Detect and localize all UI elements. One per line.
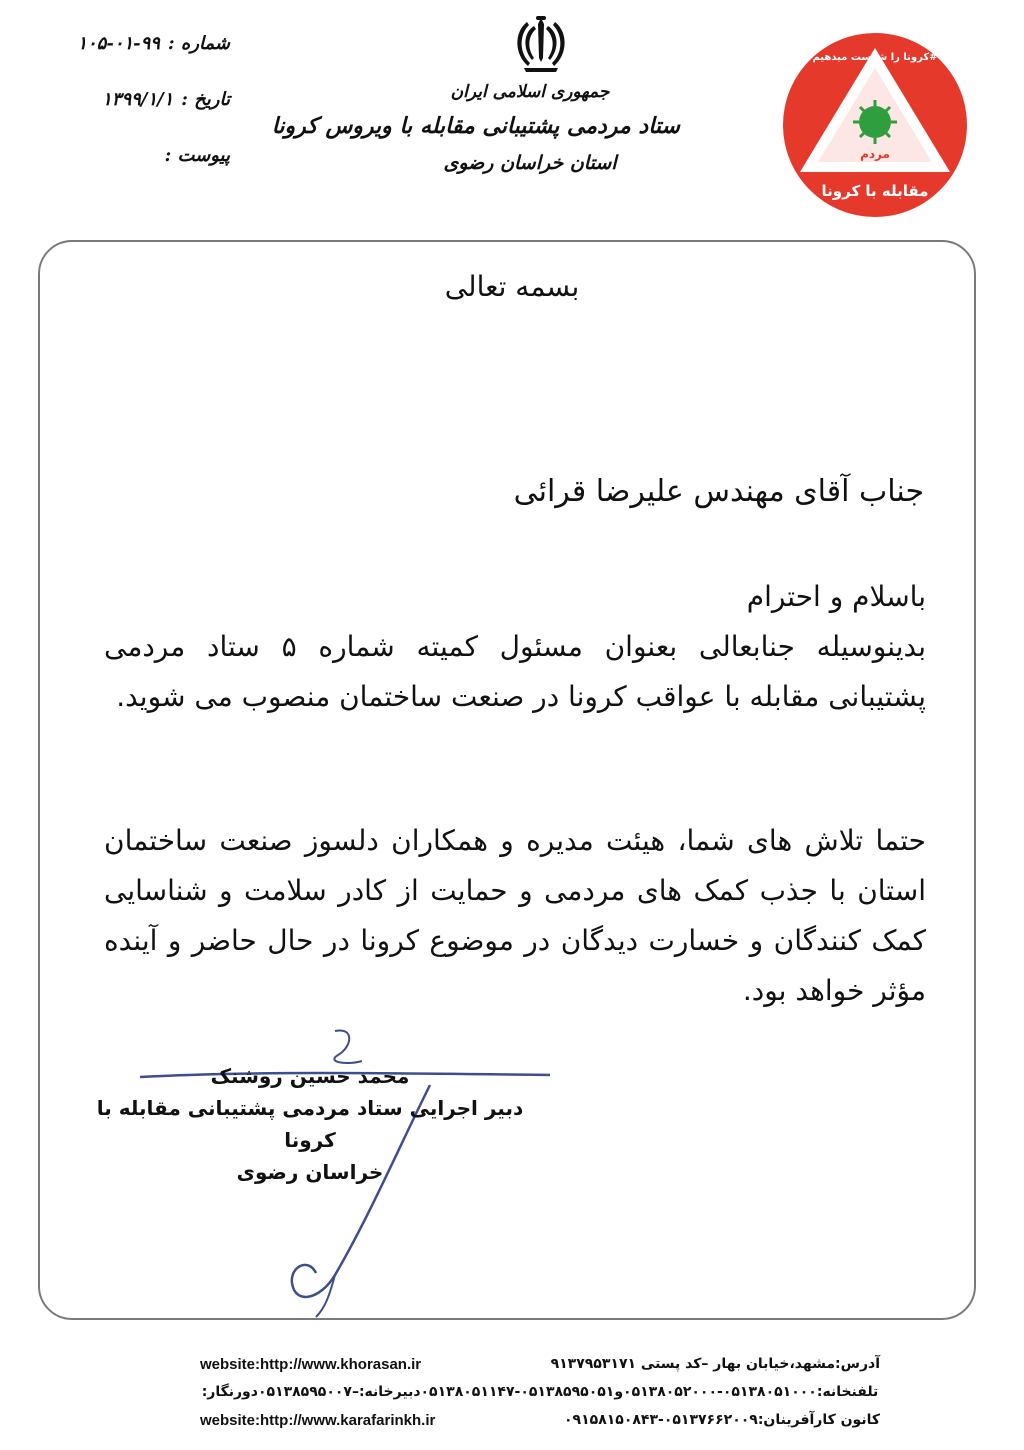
letter-paragraph-1 — [104, 572, 926, 722]
logo-bottom-text: مقابله با کرونا — [821, 182, 929, 200]
footer-row-1 — [200, 1350, 880, 1378]
letter-number — [60, 30, 230, 58]
footer-phones: تلفنخانه:۰۵۱۳۸۰۵۱۰۰۰-۰۵۱۳۸۰۵۲۰۰۰و۰۵۱۳۸۵۹۵۰۵۱-۰۵۱۳۸۰۵۱۱۴۷دبیرخانه:–۰۵۱۳۸۵۹۵۰۰۷دورنگار: — [201, 1384, 879, 1400]
letter-date-label: تاریخ : — [181, 89, 230, 110]
corona-campaign-logo — [780, 30, 970, 220]
footer-website-1: website:http://www.khorasan.ir — [200, 1355, 422, 1373]
footer-address: آدرس:مشهد،خیابان بهار –کد پستی ۹۱۳۷۹۵۳۱۷۱ — [550, 1356, 880, 1372]
letter-date-value: ۱۳۹۹/۱/۱ — [102, 89, 174, 110]
logo-top-text: #کرونا را شکست میدهیم — [812, 52, 938, 63]
letter-greeting: باسلام و احترام — [746, 580, 926, 613]
letter-invocation: بسمه تعالی — [444, 270, 580, 303]
letter-meta — [60, 30, 230, 198]
letter-paragraph-2: حتما تلاش های شما، هیئت مدیره و همکاران دلسوز صنعت ساختمان استان با جذب کمک های مردمی و حمایت از کادر سلامت و شناسایی کمک کنندگان و خسارت دیدگان در موضوع کرونا در حال حاضر و آینده مؤثر خواهد بود. — [104, 824, 926, 1007]
letter-number-label: شماره : — [167, 33, 230, 54]
signer-name: محمد حسین روشنک — [210, 1064, 410, 1088]
signer-block — [90, 1060, 530, 1188]
iran-emblem-icon — [510, 14, 572, 78]
letter-attachment — [60, 142, 230, 170]
letter-attachment-label: پیوست : — [164, 145, 230, 166]
letter-date — [60, 86, 230, 114]
letterhead — [271, 78, 680, 180]
country-name: جمهوری اسلامی ایران — [450, 82, 610, 102]
logo-center-text: مردم — [860, 147, 890, 161]
letter-footer — [200, 1350, 880, 1434]
signer-title: دبیر اجرایی ستاد مردمی پشتیبانی مقابله با کرونا — [96, 1096, 524, 1152]
footer-website-2: website:http://www.karafarinkh.ir — [200, 1411, 436, 1429]
footer-row-2 — [200, 1378, 880, 1406]
footer-row-3 — [200, 1406, 880, 1434]
province-name: استان خراسان رضوی — [443, 152, 617, 174]
signer-region: خراسان رضوی — [236, 1160, 384, 1184]
footer-karafarin: کانون کارآفرینان:۰۵۱۳۷۶۶۲۰۰۹-۰۹۱۵۸۱۵۰۸۴۳ — [564, 1412, 880, 1428]
organization-name: ستاد مردمی پشتیبانی مقابله با ویروس کرونا — [271, 113, 680, 139]
letter-recipient: جناب آقای مهندس علیرضا قرائی — [513, 474, 924, 509]
letter-appointment-text: بدینوسیله جنابعالی بعنوان مسئول کمیته شماره ۵ ستاد مردمی پشتیبانی مقابله با عواقب کرونا در صنعت ساختمان منصوب می شوید. — [104, 630, 926, 713]
letter-number-value: ۹۹-۰۱-۱۰۵ — [77, 33, 160, 54]
